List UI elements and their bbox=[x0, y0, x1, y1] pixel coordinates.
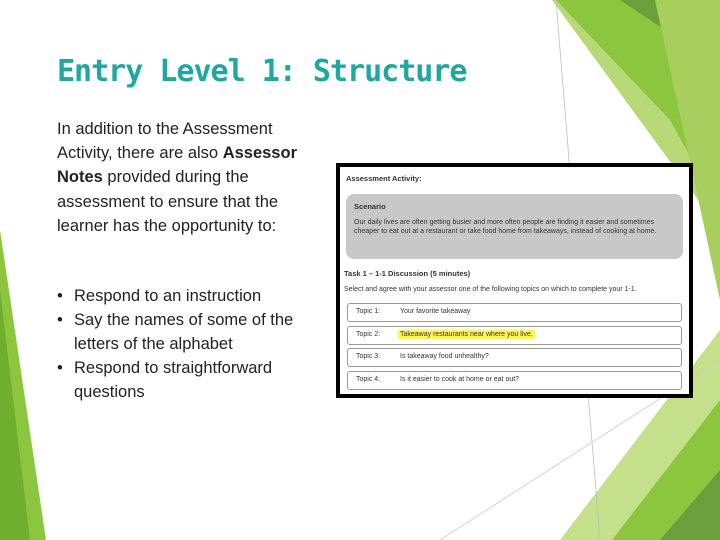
intro-paragraph bbox=[57, 117, 307, 238]
scenario-box bbox=[346, 194, 683, 259]
activity-heading: Assessment Activity: bbox=[346, 174, 422, 183]
intro-text: In addition to the Assessment Activity, there are also bbox=[57, 120, 273, 163]
topic-row-1 bbox=[347, 303, 682, 322]
topic-text: Your favorite takeaway bbox=[400, 308, 471, 315]
topic-text: Is it easier to cook at home or eat out? bbox=[400, 376, 520, 383]
topic-label: Topic 1: bbox=[356, 308, 381, 315]
slide-title: Entry Level 1: Structure bbox=[57, 54, 467, 89]
scenario-text: Our daily lives are often getting busier and more often people are finding it easier and sometimes cheaper to eat out at a restaurant or take food home from takeaways, instead of cooking at home. bbox=[354, 219, 657, 235]
task-title: Task 1 – 1-1 Discussion (5 minutes) bbox=[344, 269, 471, 278]
topic-row-4 bbox=[347, 371, 682, 390]
task-instruction: Select and agree with your assessor one of the following topics on which to complete your 1-1. bbox=[344, 286, 637, 293]
scenario-label: Scenario bbox=[354, 202, 386, 211]
intro-text-end: provided during the assessment to ensure that the learner has the opportunity to: bbox=[57, 168, 279, 235]
topic-row-3 bbox=[347, 348, 682, 367]
intro-bold-text: Assessor Notes bbox=[57, 144, 297, 187]
topic-label: Topic 3: bbox=[356, 353, 381, 360]
bullet-item: • Say the names of some of the letters of the alphabet bbox=[57, 308, 307, 356]
topic-text: Is takeaway food unhealthy? bbox=[400, 353, 489, 360]
topic-label: Topic 4: bbox=[356, 376, 381, 383]
topic-label: Topic 2: bbox=[356, 331, 381, 338]
assessment-activity-panel bbox=[340, 167, 689, 394]
bullet-list bbox=[57, 284, 307, 404]
bullet-item: • Respond to an instruction bbox=[57, 284, 307, 308]
topic-row-2 bbox=[347, 326, 682, 345]
topic-text-highlighted: Takeaway restaurants near where you live. bbox=[400, 331, 533, 338]
bullet-item: • Respond to straightforward questions bbox=[57, 356, 307, 404]
assessment-activity-image bbox=[336, 163, 693, 398]
